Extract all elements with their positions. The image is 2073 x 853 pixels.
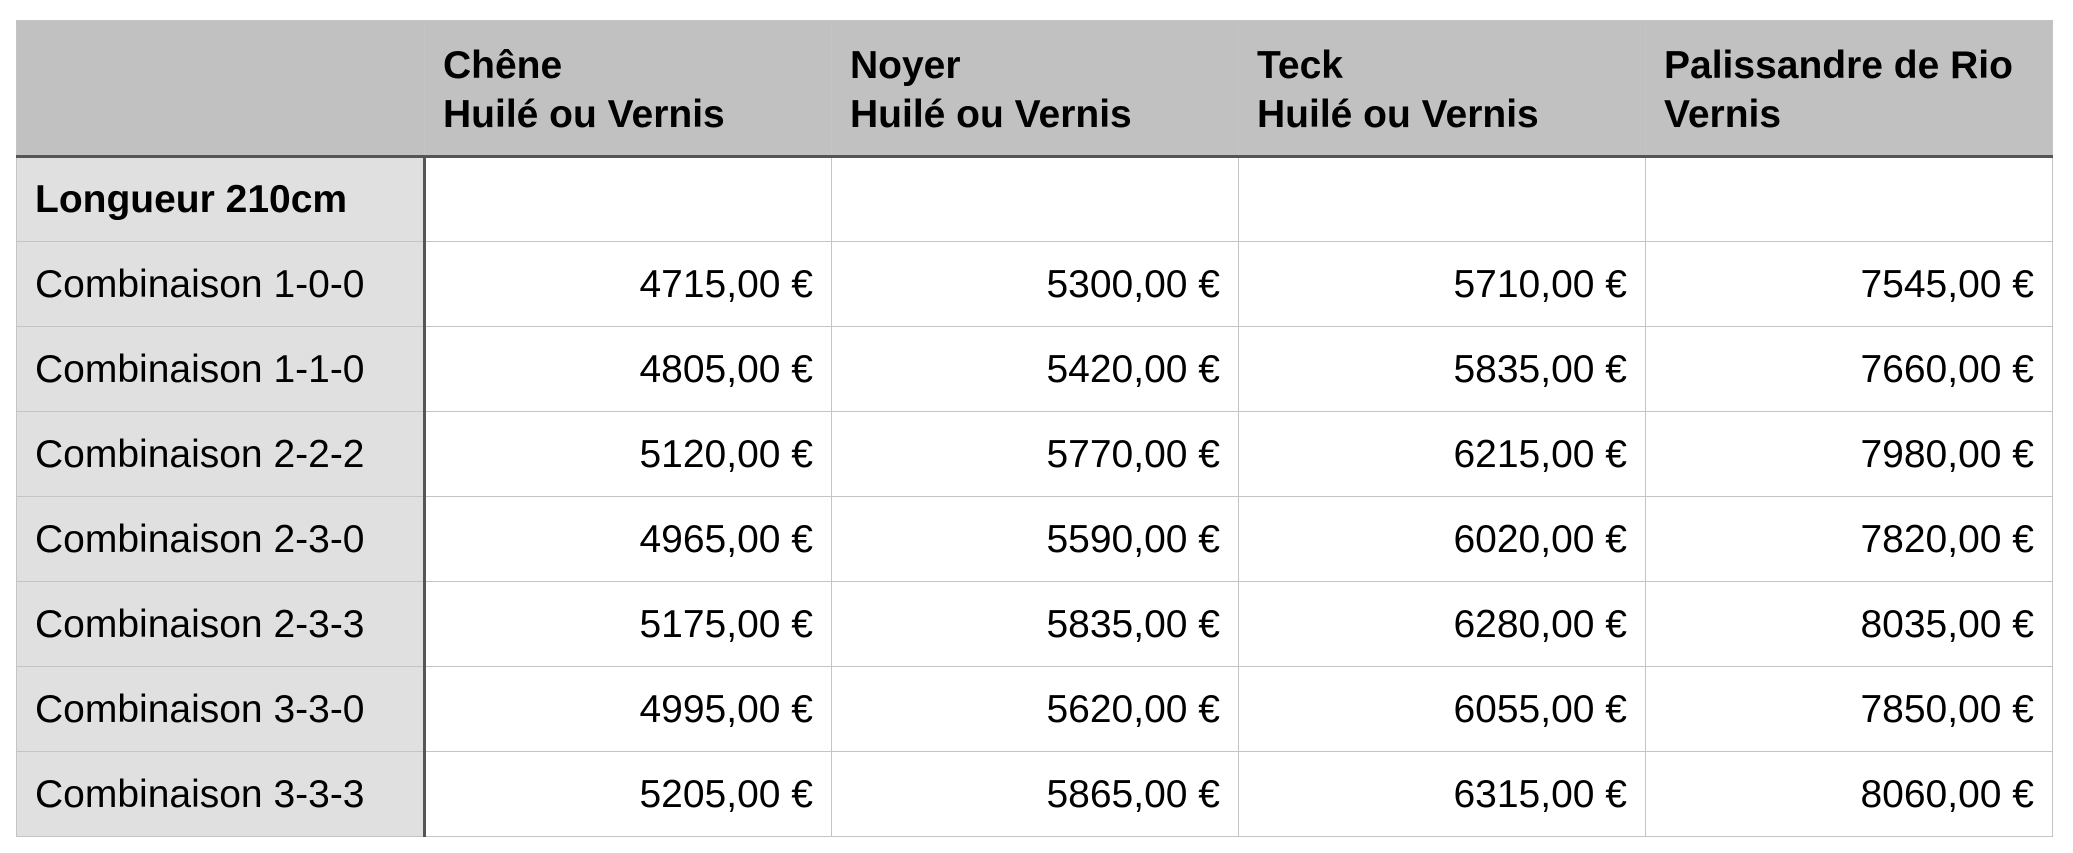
price-cell: 4715,00 € [425,242,832,327]
table-row [17,582,2053,667]
price-cell: 5710,00 € [1239,242,1646,327]
price-cell: 6020,00 € [1239,497,1646,582]
header-finish: Huilé ou Vernis [1257,93,1539,136]
header-corner-cell [17,21,425,157]
row-label: Combinaison 3-3-3 [17,752,425,837]
header-chene [425,21,832,157]
price-cell: 6280,00 € [1239,582,1646,667]
header-finish: Vernis [1664,93,1782,136]
price-cell: 7850,00 € [1646,667,2053,752]
empty-cell [1239,157,1646,242]
section-row [17,157,2053,242]
price-cell: 5300,00 € [832,242,1239,327]
row-label: Combinaison 2-2-2 [17,412,425,497]
price-cell: 4805,00 € [425,327,832,412]
row-label: Combinaison 3-3-0 [17,667,425,752]
price-cell: 7820,00 € [1646,497,2053,582]
price-cell: 5835,00 € [1239,327,1646,412]
empty-cell [425,157,832,242]
empty-cell [832,157,1239,242]
price-cell: 5770,00 € [832,412,1239,497]
header-palissandre [1646,21,2053,157]
price-cell: 8060,00 € [1646,752,2053,837]
header-wood-name: Chêne [443,44,563,87]
table-row [17,667,2053,752]
price-cell: 5620,00 € [832,667,1239,752]
header-finish: Huilé ou Vernis [443,93,725,136]
price-cell: 5590,00 € [832,497,1239,582]
price-cell: 5835,00 € [832,582,1239,667]
header-finish: Huilé ou Vernis [850,93,1132,136]
table-row [17,327,2053,412]
table-row [17,497,2053,582]
price-cell: 5420,00 € [832,327,1239,412]
price-cell: 8035,00 € [1646,582,2053,667]
price-cell: 6215,00 € [1239,412,1646,497]
price-table [16,20,2053,837]
price-cell: 6055,00 € [1239,667,1646,752]
table-header [17,21,2053,157]
header-noyer [832,21,1239,157]
header-wood-name: Palissandre de Rio [1664,44,2013,87]
price-cell: 5120,00 € [425,412,832,497]
header-wood-name: Teck [1257,44,1343,87]
row-label: Combinaison 2-3-0 [17,497,425,582]
row-label: Combinaison 1-0-0 [17,242,425,327]
price-cell: 6315,00 € [1239,752,1646,837]
table-body [17,157,2053,837]
price-cell: 5865,00 € [832,752,1239,837]
header-row [17,21,2053,157]
price-cell: 4965,00 € [425,497,832,582]
table-row [17,412,2053,497]
header-teck [1239,21,1646,157]
empty-cell [1646,157,2053,242]
price-cell: 7660,00 € [1646,327,2053,412]
price-cell: 7980,00 € [1646,412,2053,497]
price-cell: 4995,00 € [425,667,832,752]
table-row [17,242,2053,327]
header-wood-name: Noyer [850,44,961,87]
price-cell: 5205,00 € [425,752,832,837]
table-row [17,752,2053,837]
row-label: Combinaison 1-1-0 [17,327,425,412]
row-label: Combinaison 2-3-3 [17,582,425,667]
price-cell: 5175,00 € [425,582,832,667]
price-cell: 7545,00 € [1646,242,2053,327]
section-label: Longueur 210cm [17,157,425,242]
